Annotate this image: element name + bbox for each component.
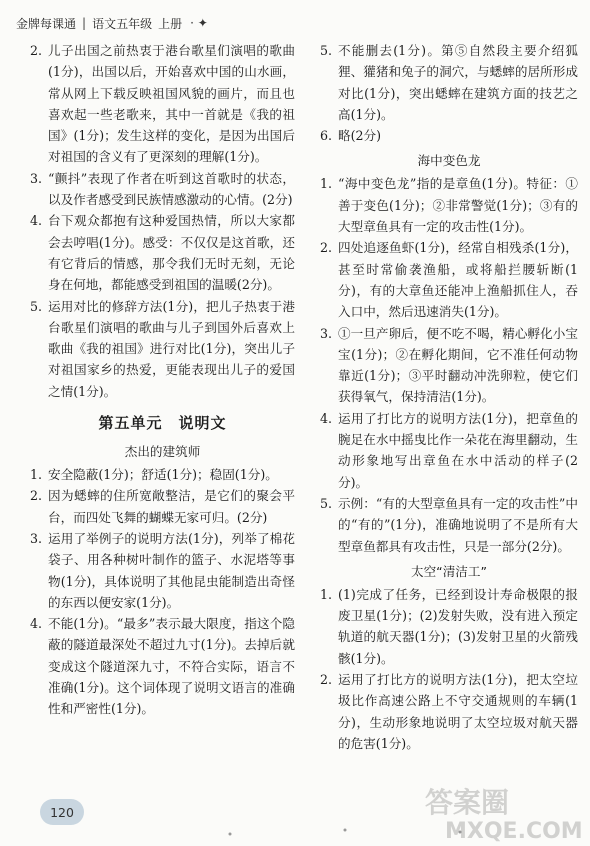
page-header xyxy=(16,13,316,33)
answer-number: 2. xyxy=(30,488,43,504)
answer-text: 台下观众都抱有这种爱国热情，所以大家都会去哼唱(1分)。感受：不仅仅是这首歌，还有它背后的情感，那令我们无时无刻，无论身在何地，都能感受到祖国的温暖(2分)。 xyxy=(48,213,295,293)
architect-answer-item xyxy=(30,613,295,719)
book-subject: 语文五年级 xyxy=(92,16,153,31)
space-cleaner-answer-list xyxy=(320,584,578,754)
answer-number: 2. xyxy=(30,43,43,58)
answer-number: 3. xyxy=(30,530,43,546)
page-number: 120 xyxy=(50,804,74,820)
answer-text: 运用对比的修辞方法(1分)，把儿子热衷于港台歌星们演唱的歌曲与儿子到国外后喜欢上歌曲《我的祖国》进行对比(1分)，突出儿子对祖国家乡的热爱，更能表现出儿子的爱国之情(1分)。 xyxy=(48,298,295,399)
answer-text: ①一旦产卵后，便不吃不喝，精心孵化小宝宝(1分)；②在孵化期间，它不准任何动物靠近(1分)；③平时翻动冲洗卵粒，使它们获得氧气，保持清洁(1分)。 xyxy=(338,325,578,405)
section-title-architect: 杰出的建筑师 xyxy=(124,444,201,460)
answer-text: 因为蟋蟀的住所宽敞整洁，是它们的聚会平台，而四处飞舞的蝴蝶无家可归。(2分) xyxy=(48,488,295,525)
book-brand: 金牌每课通 xyxy=(16,16,77,31)
answer-text: 运用了打比方的说明方法(1分)，把太空垃圾比作高速公路上不守交通规则的车辆(1分)，生动形象地说明了太空垃圾对航天器的危害(1分)。 xyxy=(338,672,578,751)
svg-text:答案圈: 答案圈 xyxy=(425,786,510,819)
right-answer-item xyxy=(320,125,578,146)
unit-title: 第五单元 说明文 xyxy=(98,414,227,433)
answer-number: 4. xyxy=(30,616,43,632)
answer-text: “颤抖”表现了作者在听到这首歌时的状态，以及作者感受到民族情感激动的心情。(2分) xyxy=(48,170,295,208)
answer-number: 1. xyxy=(320,176,333,192)
answer-text: 不能删去(1分)。第⑤自然段主要介绍狐狸、獾猪和兔子的洞穴，与蟋蟀的居所形成对比(1分)，突出蟋蟀在建筑方面的技艺之高(1分)。 xyxy=(338,43,578,122)
sparkle-icon: · ✦ xyxy=(190,16,208,30)
answer-number: 4. xyxy=(320,410,333,426)
chameleon-answer-item xyxy=(320,408,578,493)
answer-number: 1. xyxy=(320,586,333,602)
answer-text: 四处追逐鱼虾(1分)，经常自相残杀(1分)，甚至时常偷袭渔船，或将船拦腰斩断(1分)，有的大章鱼还能冲上渔船抓住人，吞入口中，然后迅速消失(1分)。 xyxy=(338,240,578,320)
answer-number: 4. xyxy=(30,213,43,229)
answer-text: (1)完成了任务，已经到设计寿命极限的报废卫星(1分)；(2)发射失败，没有进入预定轨道的航天器(1分)；(3)发射卫星的火箭残骸(1分)。 xyxy=(338,586,578,666)
answer-number: 3. xyxy=(320,325,333,341)
chameleon-answer-list xyxy=(320,173,578,556)
left-answer-list xyxy=(30,40,295,402)
section-title-space-cleaner: 太空“清洁工” xyxy=(410,563,488,579)
answer-number: 2. xyxy=(320,672,333,688)
architect-answer-item xyxy=(30,464,295,485)
section-title-chameleon: 海中变色龙 xyxy=(417,153,481,169)
architect-answer-list xyxy=(30,464,295,720)
watermark-logo xyxy=(415,782,590,844)
left-answer-item xyxy=(30,168,295,211)
header-separator: | xyxy=(82,16,87,30)
answer-number: 5. xyxy=(320,43,333,58)
answer-number: 5. xyxy=(320,495,333,511)
architect-answer-item xyxy=(30,485,295,528)
answer-number: 1. xyxy=(30,467,43,483)
svg-text:MXQE.COM: MXQE.COM xyxy=(445,819,583,844)
left-answer-item xyxy=(30,40,295,168)
chameleon-answer-item xyxy=(320,173,578,237)
chameleon-answer-item xyxy=(320,493,578,557)
page-number-badge xyxy=(40,799,84,825)
left-answer-item xyxy=(30,296,295,402)
left-answer-item xyxy=(30,210,295,295)
answer-text: “海中变色龙”指的是章鱼(1分)。特征：①善于变色(1分)；②非常警觉(1分)；③有的大型章鱼具有一定的攻击性(1分)。 xyxy=(338,176,578,235)
space-cleaner-answer-item xyxy=(320,584,578,669)
chameleon-answer-item xyxy=(320,237,578,322)
answer-number: 3. xyxy=(30,170,43,186)
answer-text: 运用了举例子的说明方法(1分)，列举了棉花袋子、用各种树叶制作的篮子、水泥塔等事物(1分)，具体说明了其他昆虫能制造出奇怪的东西以便安家(1分)。 xyxy=(48,530,295,610)
answer-text: 略(2分) xyxy=(338,128,382,144)
answer-number: 6. xyxy=(320,128,333,144)
answer-text: 儿子出国之前热衷于港台歌星们演唱的歌曲(1分)，出国以后，开始喜欢中国的山水画，常从网上下载反映祖国风貌的画片，而且也喜欢起一些老歌来，其中一首就是《我的祖国》(1分)；发生这样的变化，是因为出国后对祖国的含义有了更深刻的理解(1分)。 xyxy=(48,43,295,165)
chameleon-answer-item xyxy=(320,323,578,408)
answer-text: 示例：“有的大型章鱼具有一定的攻击性”中的“有的”(1分)，准确地说明了不是所有大型章鱼都具有攻击性，只是一部分(2分)。 xyxy=(338,495,578,554)
space-cleaner-answer-item xyxy=(320,669,578,754)
answer-text: 不能(1分)。“最多”表示最大限度，指这个隐蔽的隧道最深处不超过九寸(1分)。去掉后就变成这个隧道深九寸，不符合实际，语言不准确(1分)。这个词体现了说明文语言的准确性和严密性(1分)。 xyxy=(48,616,295,717)
right-answer-item xyxy=(320,40,578,125)
answer-text: 安全隐蔽(1分)；舒适(1分)；稳固(1分)。 xyxy=(48,467,278,483)
right-answer-list xyxy=(320,40,578,146)
answer-number: 2. xyxy=(320,240,333,256)
right-column xyxy=(320,40,578,754)
answer-text: 运用了打比方的说明方法(1分)，把章鱼的腕足在水中摇曳比作一朵花在海里翻动，生动形象地写出章鱼在水中活动的样子(2分)。 xyxy=(338,410,578,490)
architect-answer-item xyxy=(30,528,295,613)
left-column xyxy=(30,40,295,720)
book-volume: 上册 xyxy=(158,16,183,31)
answer-number: 5. xyxy=(30,298,43,314)
